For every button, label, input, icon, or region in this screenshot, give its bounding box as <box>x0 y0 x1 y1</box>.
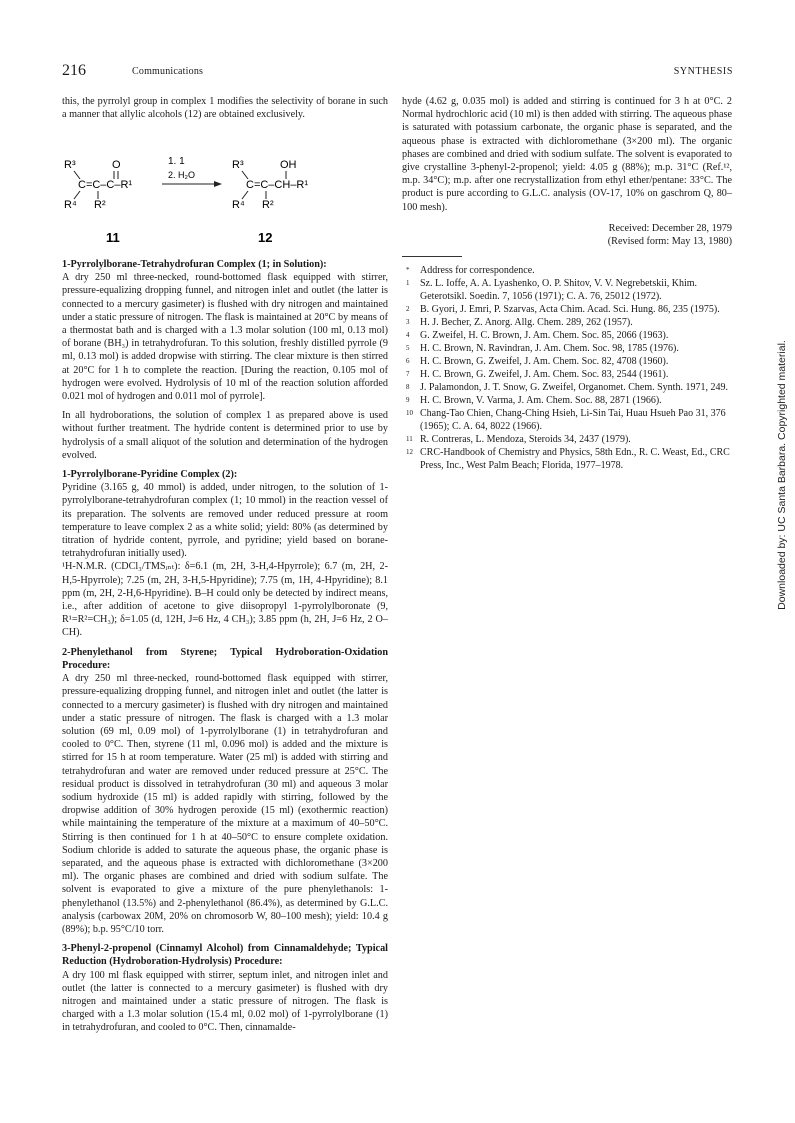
scheme-oxygen: O <box>112 159 121 171</box>
scheme-r2-left: R² <box>94 199 106 211</box>
section-complex-1 <box>62 258 388 403</box>
journal-name: SYNTHESIS <box>673 66 733 77</box>
section-complex-1-note <box>62 409 388 462</box>
reference-item <box>402 277 732 303</box>
section-cinnamyl-alcohol <box>62 942 388 1034</box>
section-heading: 1-Pyrrolylborane-Tetrahydrofuran Complex (1; in Solution): <box>62 259 327 270</box>
scheme-r2-right: R² <box>262 199 274 211</box>
reaction-scheme <box>62 150 388 255</box>
r3-bond-left <box>74 171 80 179</box>
section-body: Pyridine (3.165 g, 40 mmol) is added, under nitrogen, to the solution of 1-pyrrolylborane-tetrahydrofuran complex (1; 10 mmol) in the reaction vessel of its preparation. The solvents are removed under reduced pressure at room temperature to leave complex 2 as a white solid; yield: 80% (as determined by titration of hydride content, pyrrole, and pyridine; yield based on borane-tetrahydrofuran initially used). <box>62 482 388 560</box>
reference-number: 5 <box>406 344 410 352</box>
reference-text: R. Contreras, L. Mendoza, Steroids 34, 2437 (1979). <box>420 434 631 445</box>
scheme-r4-right: R⁴ <box>232 199 245 211</box>
reference-number: 6 <box>406 357 410 365</box>
reference-number: 12 <box>406 448 413 456</box>
reference-item <box>402 381 732 394</box>
reaction-scheme-drawing <box>62 150 388 255</box>
reference-text: H. C. Brown, G. Zweifel, J. Am. Chem. Soc. 82, 4708 (1960). <box>420 356 669 367</box>
scheme-r4-left: R⁴ <box>64 199 77 211</box>
compound-11-label: 11 <box>106 230 120 245</box>
reference-text: CRC-Handbook of Chemistry and Physics, 58th Edn., R. C. Weast, Ed., CRC Press, Inc., West Palm Beach; Florida, 1977–1978. <box>420 447 730 471</box>
nmr-data: ¹H-N.M.R. (CDCl₃/TMSᵢₙₜ): δ=6.1 (m, 2H, 3-H,4-Hpyrrole); 6.7 (m, 2H, 2-H,5-Hpyrrole); 7.25 (m, 2H, 3-H,5-Hpyridine); 7.75 (m, 1H, 4-Hpyridine); 8.1 ppm (m, 2H, 2-H,6-Hpyridine). B–H could only be detected by indirect means, i.e., after addition of acetone to give diisopropyl 1-pyrrolylboronate (9, R¹=R²=CH₃); δ=1.05 (d, 12H, J=6 Hz, 4 CH₃); 3.85 ppm (h, 2H, J=6 Hz, 2 O–CH). <box>62 561 388 639</box>
section-heading: 3-Phenyl-2-propenol (Cinnamyl Alcohol) from Cinnamaldehyde; Typical Reduction (Hydroboration-Hydrolysis) Procedure: <box>62 943 388 968</box>
references-list <box>402 264 732 472</box>
reference-text: H. J. Becher, Z. Anorg. Allg. Chem. 289, 262 (1957). <box>420 317 633 328</box>
section-complex-2 <box>62 468 388 640</box>
download-watermark <box>772 240 792 710</box>
reference-item <box>402 355 732 368</box>
reference-item <box>402 329 732 342</box>
section-body: A dry 100 ml flask equipped with stirrer, septum inlet, and nitrogen inlet and outlet (the latter is connected to a mercury gasimeter) is flushed with dry nitrogen and maintained under a static pressure of nitrogen. The flask is charged with a 1.3 molar solution (15.4 ml, 0.02 mol) of 1-pyrrolylborane (1) in tetrahydrofuran, and cooled to 0°C. Then, cinnamalde- <box>62 969 388 1034</box>
r3-bond-right <box>242 171 248 179</box>
section-heading: 1-Pyrrolylborane-Pyridine Complex (2): <box>62 469 238 481</box>
reference-text: G. Zweifel, H. C. Brown, J. Am. Chem. Soc. 85, 2066 (1963). <box>420 330 669 341</box>
reference-number: 8 <box>406 383 410 391</box>
r4-bond-right <box>242 191 248 199</box>
reference-item <box>402 264 732 277</box>
scheme-chain-left: C=C–C–R¹ <box>78 179 133 191</box>
intro-paragraph: this, the pyrrolyl group in complex 1 modifies the selectivity of borane in such a manner that allylic alcohols (12) are obtained exclusively. <box>62 96 388 121</box>
section-note: In all hydroborations, the solution of complex 1 as prepared above is used without further treatment. The hydride content is determined prior to use by hydrolysis of a small aliquot of the solution and determination of the hydrogen evolved. <box>62 410 388 461</box>
scheme-reagent-2: 2. H₂O <box>168 170 195 180</box>
reference-text: J. Palamondon, J. T. Snow, G. Zweifel, Organomet. Chem. Synth. 1971, 249. <box>420 382 728 393</box>
reference-number: 2 <box>406 305 410 313</box>
scheme-chain-right: C=C–CH–R¹ <box>246 179 309 191</box>
references-divider <box>402 256 462 257</box>
reference-item <box>402 316 732 329</box>
reference-item <box>402 433 732 446</box>
left-column-procedures <box>62 258 388 1041</box>
scheme-r3-left: R³ <box>64 159 76 171</box>
reference-item <box>402 394 732 407</box>
reference-item <box>402 303 732 316</box>
reference-number: 1 <box>406 279 410 287</box>
reference-number: 11 <box>406 435 413 443</box>
reference-number: 9 <box>406 396 410 404</box>
reference-number: 10 <box>406 409 413 417</box>
reference-text: Address for correspondence. <box>420 265 535 276</box>
compound-12-label: 12 <box>258 230 273 245</box>
left-column <box>62 95 388 121</box>
r4-bond-left <box>74 191 80 199</box>
section-title: Communications <box>132 66 204 77</box>
section-body: A dry 250 ml three-necked, round-bottomed flask equipped with stirrer, pressure-equalizing dropping funnel, and nitrogen inlet and outlet (the latter is connected to a mercury gasimeter) is flushed with dry nitrogen and maintained under a static pressure of nitrogen. The flask is maintained at 20°C by means of a thermostat bath and is charged with a 1.3 molar solution (100 ml, 0.13 mol) of borane (BH₃) in tetrahydrofuran. To this solution, freshly distilled pyrrole (9 ml, 0.13 mol) is added dropwise with stirring. The clear mixture is then stirred at 20°C for 1 h to complete the reaction. [During the reaction, 0.105 mol of hydrogen were evolved. Hydrolysis of 10 ml of the reaction solution afforded 0.021 mol of hydrogen and 0.011 mol of pyrrole]. <box>62 272 388 403</box>
reference-text: B. Gyori, J. Emri, P. Szarvas, Acta Chim. Acad. Sci. Hung. 86, 235 (1975). <box>420 304 720 315</box>
watermark-text: Downloaded by: UC Santa Barbara. Copyrighted material. <box>776 340 788 610</box>
revised-date: (Revised form: May 13, 1980) <box>607 236 732 248</box>
reference-number: 3 <box>406 318 410 326</box>
reference-number: 7 <box>406 370 410 378</box>
section-phenylethanol <box>62 646 388 936</box>
section-body: A dry 250 ml three-necked, round-bottomed flask equipped with stirrer, pressure-equalizing dropping funnel, and nitrogen inlet and outlet (the latter is connected to a mercury gasimeter) is flushed with dry nitrogen and maintained under a static pressure of nitrogen. The flask is charged with a 1.3 molar solution (69 ml, 0.09 mol) of 1-pyrrolylborane (1) in tetrahydrofuran and cooled to 0°C. Then, styrene (11 ml, 0.096 mol) is added and the mixture is stirred for 15 h at room temperature. Water (25 ml) is added with stirring and tetrahydrofuran and water are removed under reduced pressure at 25°C. The residual product is dissolved in tetrahydrofuran (30 ml) and aqueous 3 molar sodium hydroxide (15 ml) is added rapidly with stirring, followed by the dropwise addition of 30% hydrogen peroxide (15 ml) (exothermic reaction) while maintaining the temperature of the mixture at a maximum of 40–50°C. Stirring is then continued for 1 h at 40–50°C to ensure complete oxidation. Sodium chloride is added to saturate the aqueous phase, the organic phase is separated, and the aqueous phase is extracted with dichloromethane (3×200 ml). The organic phases are combined and dried with sodium sulfate. The solvent is evaporated to give a mixture of the pure phenylethanols: 1-phenylethanol (13.5%) and 2-phenylethanol (86.4%), as determined by G.L.C. analysis (carbowax 20M, 20% on chromosorb W, 80–100 mesh); yield: 10.4 g (89%); b.p. 95°C/10 torr. <box>62 673 388 935</box>
reference-item <box>402 407 732 433</box>
continued-procedure: hyde (4.62 g, 0.035 mol) is added and stirring is continued for 3 h at 0°C. 2 Normal hydrochloric acid (10 ml) is then added with stirring. The aqueous phase is saturated with potassium carbonate, the organic phase is separated, and the aqueous phase is extracted with dichloromethane (3×200 ml). The organic phases are combined and dried with sodium sulfate. The solvent is evaporated to give crystalline 3-phenyl-2-propenol; yield: 4.05 g (88%); m.p. 31°C (Ref.¹², m.p. 34°C); m.p. after one recrystallization from ethyl ether/pentane: 33°C. The product is pure according to G.L.C. analysis (OV-17, 10% on gaschrom Q, 80–100 mesh). <box>402 96 732 213</box>
received-date: Received: December 28, 1979 <box>608 222 732 234</box>
section-heading: 2-Phenylethanol from Styrene; Typical Hydroboration-Oxidation Procedure: <box>62 646 388 671</box>
reference-text: Sz. L. Ioffe, A. A. Lyashenko, O. P. Shitov, V. V. Negrebetskii, Khim. Geterotsikl. Soedin. 7, 1056 (1971); C. A. 76, 25012 (1972). <box>420 278 698 302</box>
reference-item <box>402 368 732 381</box>
reference-text: Chang-Tao Chien, Chang-Ching Hsieh, Li-Sin Tai, Huau Hsueh Pao 31, 376 (1965); C. A. 64, 8022 (1966). <box>420 408 726 432</box>
scheme-r3-right: R³ <box>232 159 244 171</box>
reference-number: * <box>406 266 410 274</box>
reference-text: H. C. Brown, N. Ravindran, J. Am. Chem. Soc. 98, 1785 (1976). <box>420 343 679 354</box>
scheme-reagent-1: 1. 1 <box>168 156 185 167</box>
reference-number: 4 <box>406 331 410 339</box>
reference-item <box>402 446 732 472</box>
page-number: 216 <box>62 62 86 79</box>
reference-item <box>402 342 732 355</box>
reference-text: H. C. Brown, G. Zweifel, J. Am. Chem. Soc. 83, 2544 (1961). <box>420 369 669 380</box>
reaction-arrow-head <box>214 181 222 187</box>
reference-text: H. C. Brown, V. Varma, J. Am. Chem. Soc. 88, 2871 (1966). <box>420 395 662 406</box>
scheme-hydroxyl: OH <box>280 159 297 171</box>
right-column <box>402 95 732 248</box>
